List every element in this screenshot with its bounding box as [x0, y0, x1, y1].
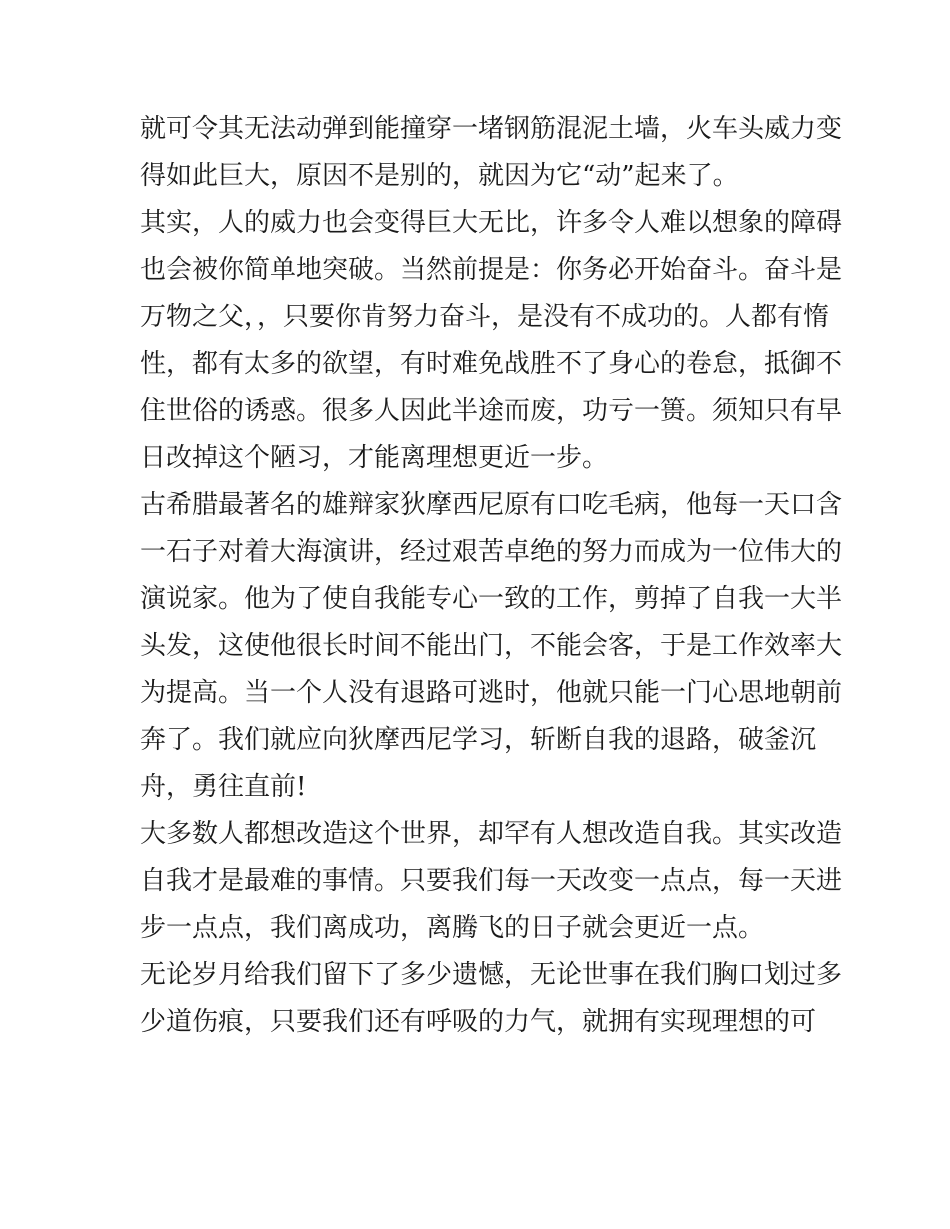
text-line-17: 自我才是最难的事情。只要我们每一天改变一点点，每一天进 — [140, 866, 843, 896]
text-line-5: 万物之父，，只要你肯努力奋斗，是没有不成功的。人都有惰 — [140, 302, 830, 332]
text-line-9: 古希腊最著名的雄辩家狄摩西尼原有口吃毛病，他每一天口含 — [140, 490, 843, 520]
body-text — [140, 106, 843, 1046]
text-line-1: 就可令其无法动弹到能撞穿一堵钢筋混泥土墙，火车头威力变 — [140, 114, 843, 144]
text-line-4: 也会被你简单地突破。当然前提是：你务必开始奋斗。奋斗是 — [140, 255, 843, 285]
text-line-8: 日改掉这个陋习，才能离理想更近一步。 — [140, 443, 609, 473]
text-line-12: 头发，这使他很长时间不能出门，不能会客，于是工作效率大 — [140, 631, 843, 661]
text-line-15: 舟，勇往直前! — [140, 772, 307, 802]
text-line-3: 其实，人的威力也会变得巨大无比，许多令人难以想象的障碍 — [140, 208, 843, 238]
text-line-11: 演说家。他为了使自我能专心一致的工作，剪掉了自我一大半 — [140, 584, 843, 614]
text-line-10: 一石子对着大海演讲，经过艰苦卓绝的努力而成为一位伟大的 — [140, 537, 843, 567]
text-line-13: 为提高。当一个人没有退路可逃时，他就只能一门心思地朝前 — [140, 678, 843, 708]
text-line-2: 得如此巨大，原因不是别的，就因为它“动”起来了。 — [140, 161, 739, 191]
text-line-18: 步一点点，我们离成功，离腾飞的日子就会更近一点。 — [140, 913, 765, 943]
text-line-7: 住世俗的诱惑。很多人因此半途而废，功亏一篑。须知只有早 — [140, 396, 843, 426]
text-line-16: 大多数人都想改造这个世界，却罕有人想改造自我。其实改造 — [140, 819, 843, 849]
text-line-14: 奔了。我们就应向狄摩西尼学习，斩断自我的退路，破釜沉 — [140, 725, 817, 755]
text-line-6: 性，都有太多的欲望，有时难免战胜不了身心的卷怠，抵御不 — [140, 349, 843, 379]
text-line-20: 少道伤痕，只要我们还有呼吸的力气，就拥有实现理想的可 — [140, 1007, 817, 1037]
text-line-19: 无论岁月给我们留下了多少遗憾，无论世事在我们胸口划过多 — [140, 960, 843, 990]
